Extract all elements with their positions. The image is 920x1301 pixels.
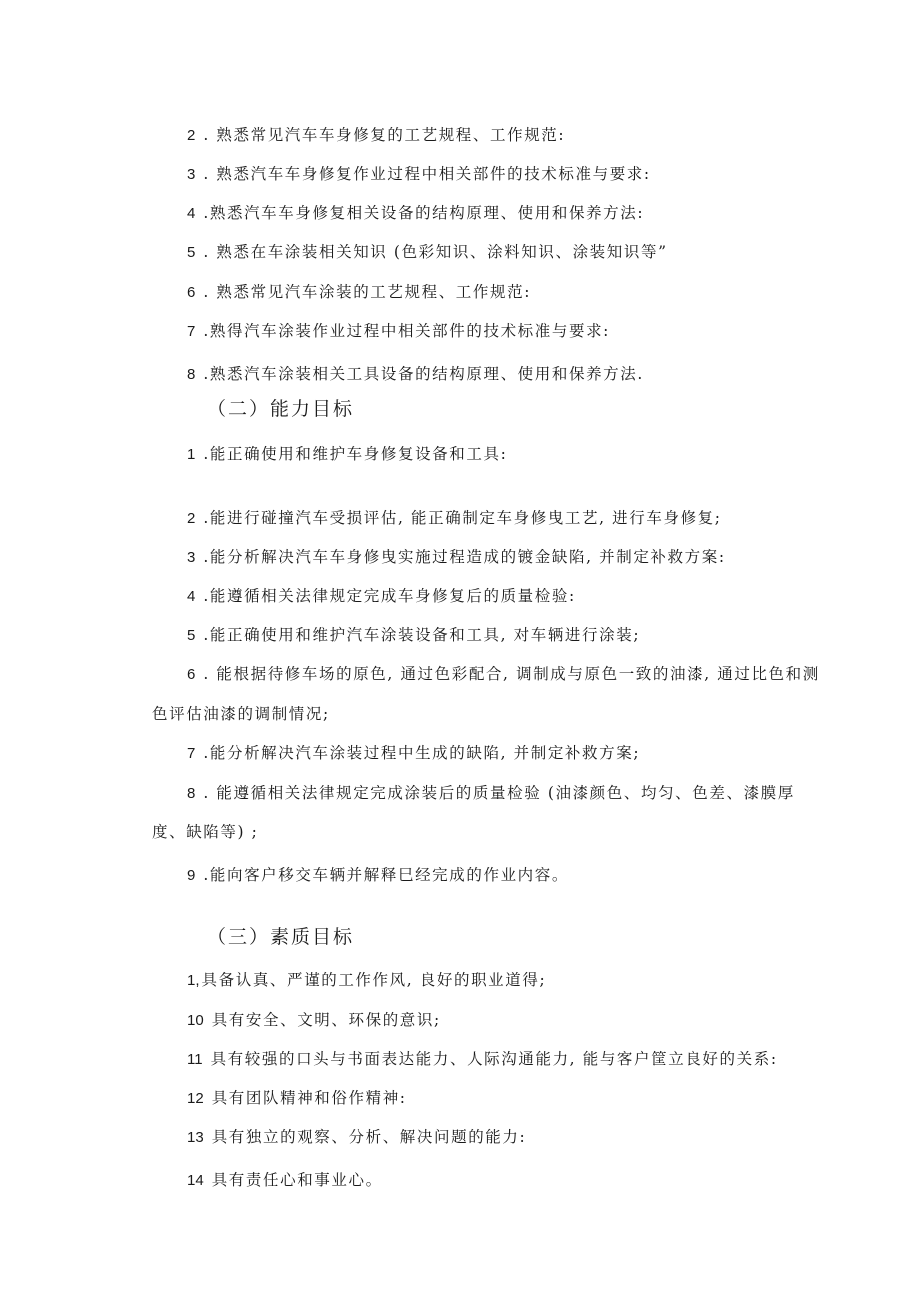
list-item (187, 164, 651, 185)
item-text: 具有较强的口头与书面表达能力、人际沟通能力, 能与客户筐立良好的关系: (210, 1050, 778, 1068)
list-item-continuation (152, 704, 330, 724)
list-item (187, 970, 546, 991)
list-item (187, 282, 531, 303)
list-item (187, 743, 640, 764)
list-item (187, 364, 644, 385)
item-number: 11 (187, 1051, 203, 1068)
list-item (187, 865, 569, 886)
item-number: 8 (187, 785, 196, 802)
item-number: 1 (187, 446, 196, 463)
list-item (187, 1088, 407, 1109)
list-item (187, 508, 722, 529)
list-item (187, 203, 644, 224)
list-item (187, 1127, 526, 1148)
item-text: .能分析解决汽车车身修曳实施过程造成的镀金缺陷, 并制定补救方案: (203, 548, 726, 566)
item-number: 14 (187, 1172, 204, 1189)
item-number: 2 (187, 127, 196, 144)
item-text: . 熟悉常见汽车车身修复的工艺规程、工作规范: (203, 126, 566, 144)
item-text: . 熟悉常见汽车涂装的工艺规程、工作规范: (203, 283, 532, 301)
item-text: 色评估油漆的调制情况; (152, 705, 330, 723)
item-number: 13 (187, 1129, 204, 1146)
item-number: 5 (187, 244, 196, 261)
list-item (187, 664, 820, 685)
item-number: 6 (187, 666, 196, 683)
list-item (187, 242, 668, 263)
item-text: .能进行碰撞汽车受损评估, 能正确制定车身修曳工艺, 进行车身修复; (203, 509, 722, 527)
list-item (187, 125, 565, 146)
section-heading-ability: （二）能力目标 (207, 398, 355, 420)
item-number: 12 (187, 1090, 204, 1107)
item-number: 3 (187, 166, 196, 183)
item-number: 7 (187, 745, 196, 762)
item-text: . 能遵循相关法律规定完成涂装后的质量检验 (油漆颜色、均匀、色差、漆膜厚 (203, 784, 795, 802)
item-text: . 熟悉汽车车身修复作业过程中相关部件的技术标准与要求: (203, 165, 651, 183)
item-text: .熟悉汽车车身修复相关设备的结构原理、使用和保养方法: (203, 204, 645, 222)
item-number: 7 (187, 323, 196, 340)
item-number: 10 (187, 1012, 204, 1029)
item-text: . 能根据待修车场的原色, 通过色彩配合, 调制成与原色一致的油漆, 通过比色和测 (203, 665, 820, 683)
item-text: .能向客户移交车辆并解释巳经完成的作业内容。 (203, 866, 569, 884)
item-text: 具有独立的观察、分析、解决问题的能力: (211, 1128, 527, 1146)
item-text: 具有责任心和事业心。 (211, 1171, 383, 1189)
list-item (187, 625, 640, 646)
list-item (187, 1170, 383, 1191)
list-item (187, 444, 507, 465)
item-text: 度、缺陷等) ; (152, 823, 259, 841)
item-number: 5 (187, 627, 196, 644)
item-text: .能遵循相关法律规定完成车身修复后的质量检验: (203, 587, 576, 605)
item-text: .熟悉汽车涂装相关工具设备的结构原理、使用和保养方法. (203, 365, 644, 383)
list-item (187, 1010, 441, 1031)
item-text: . 熟悉在车涂装相关知识 (色彩知识、涂料知识、涂装知识等” (203, 243, 668, 261)
item-text: .能分析解决汽车涂装过程中生成的缺陷, 并制定补救方案; (203, 744, 641, 762)
item-text: .熟得汽车涂装作业过程中相关部件的技术标准与要求: (203, 322, 610, 340)
list-item (187, 586, 576, 607)
list-item (187, 783, 795, 804)
list-item (187, 1049, 778, 1070)
item-text: .能正确使用和维护汽车涂装设备和工具, 对车辆进行涂装; (203, 626, 641, 644)
item-number: 3 (187, 549, 196, 566)
item-number: 1, (187, 972, 200, 989)
item-number: 6 (187, 284, 196, 301)
list-item (187, 321, 610, 342)
item-text: .能正确使用和维护车身修复设备和工具: (203, 445, 508, 463)
item-text: 具备认真、严谨的工作作风, 良好的职业道得; (201, 971, 547, 989)
item-number: 4 (187, 205, 196, 222)
list-item (187, 547, 726, 568)
list-item-continuation (152, 822, 259, 842)
item-text: 具有团队精神和俗作精神: (211, 1089, 407, 1107)
section-heading-quality: （三）素质目标 (207, 926, 355, 948)
item-number: 2 (187, 510, 196, 527)
item-number: 8 (187, 366, 196, 383)
item-number: 9 (187, 867, 196, 884)
item-number: 4 (187, 588, 196, 605)
item-text: 具有安全、文明、环保的意识; (211, 1011, 441, 1029)
